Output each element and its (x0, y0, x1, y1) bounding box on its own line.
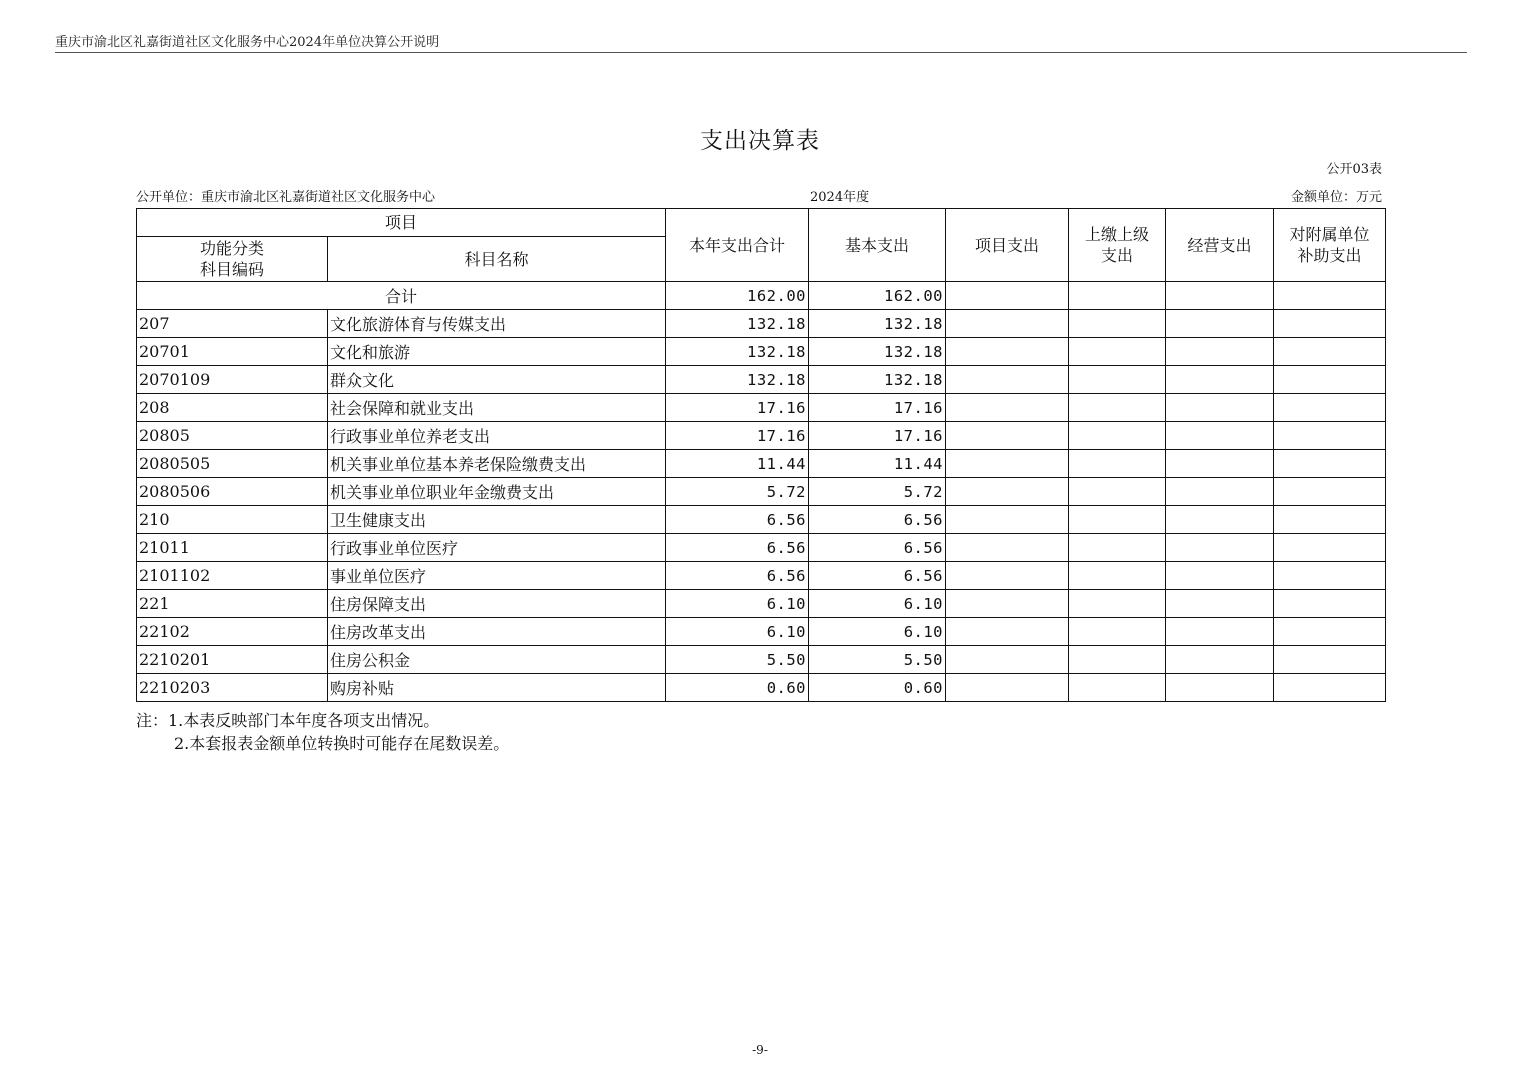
cell-basic: 5.50 (809, 646, 946, 674)
table-row (137, 310, 1386, 338)
cell-subsidiary (1274, 590, 1386, 618)
table-code: 公开03表 (1326, 162, 1382, 177)
table-row (137, 450, 1386, 478)
cell-upper (1069, 646, 1166, 674)
cell-code: 2101102 (137, 562, 328, 590)
cell-business (1166, 534, 1274, 562)
cell-subsidiary (1274, 366, 1386, 394)
running-header-title: 重庆市渝北区礼嘉街道社区文化服务中心2024年单位决算公开说明 (55, 35, 440, 50)
cell-name: 住房改革支出 (328, 618, 666, 646)
cell-total: 5.50 (666, 646, 809, 674)
cell-business (1166, 506, 1274, 534)
cell-basic: 132.18 (809, 338, 946, 366)
cell-name: 群众文化 (328, 366, 666, 394)
cell-project (946, 366, 1069, 394)
table-row (137, 562, 1386, 590)
header-business: 经营支出 (1166, 209, 1274, 282)
cell-subsidiary (1274, 562, 1386, 590)
cell-upper (1069, 618, 1166, 646)
cell-name: 行政事业单位养老支出 (328, 422, 666, 450)
header-code: 功能分类 科目编码 (137, 237, 328, 282)
header-basic: 基本支出 (809, 209, 946, 282)
table-row (137, 338, 1386, 366)
cell-total: 11.44 (666, 450, 809, 478)
cell-upper (1069, 422, 1166, 450)
table-row (137, 674, 1386, 702)
cell-basic: 11.44 (809, 450, 946, 478)
cell-business (1166, 562, 1274, 590)
cell-project (946, 590, 1069, 618)
cell-code: 2210201 (137, 646, 328, 674)
total-business (1166, 282, 1274, 310)
cell-name: 购房补贴 (328, 674, 666, 702)
note-1: 注：1.本表反映部门本年度各项支出情况。 (136, 711, 440, 730)
cell-name: 行政事业单位医疗 (328, 534, 666, 562)
cell-basic: 132.18 (809, 366, 946, 394)
cell-basic: 6.56 (809, 534, 946, 562)
cell-subsidiary (1274, 310, 1386, 338)
table-row (137, 394, 1386, 422)
currency-unit: 金额单位：万元 (1290, 190, 1382, 205)
cell-code: 207 (137, 310, 328, 338)
cell-subsidiary (1274, 422, 1386, 450)
table-row (137, 366, 1386, 394)
table-row (137, 618, 1386, 646)
cell-business (1166, 478, 1274, 506)
cell-total: 132.18 (666, 310, 809, 338)
total-subsidiary (1274, 282, 1386, 310)
total-row (137, 282, 1386, 310)
cell-subsidiary (1274, 646, 1386, 674)
cell-subsidiary (1274, 338, 1386, 366)
cell-upper (1069, 562, 1166, 590)
cell-business (1166, 618, 1274, 646)
cell-total: 17.16 (666, 394, 809, 422)
table-row (137, 478, 1386, 506)
fiscal-year: 2024年度 (810, 190, 870, 205)
table-row (137, 506, 1386, 534)
cell-project (946, 310, 1069, 338)
cell-code: 221 (137, 590, 328, 618)
table-title: 支出决算表 (700, 128, 820, 154)
cell-business (1166, 366, 1274, 394)
cell-project (946, 562, 1069, 590)
cell-project (946, 674, 1069, 702)
cell-name: 住房保障支出 (328, 590, 666, 618)
cell-name: 文化旅游体育与传媒支出 (328, 310, 666, 338)
cell-name: 文化和旅游 (328, 338, 666, 366)
header-subsidiary: 对附属单位 补助支出 (1274, 209, 1386, 282)
cell-code: 2080506 (137, 478, 328, 506)
cell-basic: 132.18 (809, 310, 946, 338)
cell-code: 208 (137, 394, 328, 422)
header-upper-remittance: 上缴上级 支出 (1069, 209, 1166, 282)
cell-basic: 17.16 (809, 394, 946, 422)
expenditure-table (136, 208, 1386, 702)
table-row (137, 422, 1386, 450)
cell-business (1166, 310, 1274, 338)
cell-project (946, 646, 1069, 674)
cell-project (946, 534, 1069, 562)
note-2: 2.本套报表金额单位转换时可能存在尾数误差。 (174, 734, 510, 753)
cell-subsidiary (1274, 618, 1386, 646)
cell-name: 机关事业单位职业年金缴费支出 (328, 478, 666, 506)
cell-business (1166, 646, 1274, 674)
reporting-unit: 公开单位：重庆市渝北区礼嘉街道社区文化服务中心 (136, 190, 436, 205)
cell-subsidiary (1274, 674, 1386, 702)
cell-upper (1069, 450, 1166, 478)
cell-project (946, 450, 1069, 478)
cell-name: 事业单位医疗 (328, 562, 666, 590)
cell-total: 132.18 (666, 338, 809, 366)
cell-business (1166, 422, 1274, 450)
cell-upper (1069, 506, 1166, 534)
cell-code: 210 (137, 506, 328, 534)
total-label: 合计 (137, 282, 666, 310)
cell-project (946, 394, 1069, 422)
cell-code: 21011 (137, 534, 328, 562)
cell-basic: 6.10 (809, 590, 946, 618)
cell-upper (1069, 394, 1166, 422)
cell-upper (1069, 338, 1166, 366)
header-divider (55, 52, 1467, 53)
header-project-expenditure: 项目支出 (946, 209, 1069, 282)
cell-subsidiary (1274, 478, 1386, 506)
cell-project (946, 338, 1069, 366)
cell-upper (1069, 310, 1166, 338)
cell-code: 2210203 (137, 674, 328, 702)
cell-subsidiary (1274, 394, 1386, 422)
cell-name: 机关事业单位基本养老保险缴费支出 (328, 450, 666, 478)
cell-upper (1069, 478, 1166, 506)
table-row (137, 534, 1386, 562)
cell-total: 132.18 (666, 366, 809, 394)
cell-business (1166, 394, 1274, 422)
cell-basic: 6.56 (809, 506, 946, 534)
cell-upper (1069, 534, 1166, 562)
cell-total: 6.10 (666, 590, 809, 618)
cell-code: 20701 (137, 338, 328, 366)
cell-total: 17.16 (666, 422, 809, 450)
cell-name: 卫生健康支出 (328, 506, 666, 534)
cell-project (946, 506, 1069, 534)
cell-upper (1069, 366, 1166, 394)
cell-project (946, 422, 1069, 450)
page-number: -9- (752, 1043, 768, 1057)
cell-project (946, 478, 1069, 506)
cell-business (1166, 450, 1274, 478)
table-row (137, 590, 1386, 618)
cell-basic: 5.72 (809, 478, 946, 506)
cell-code: 20805 (137, 422, 328, 450)
cell-total: 6.56 (666, 506, 809, 534)
cell-name: 社会保障和就业支出 (328, 394, 666, 422)
cell-project (946, 618, 1069, 646)
cell-upper (1069, 674, 1166, 702)
cell-subsidiary (1274, 450, 1386, 478)
cell-total: 6.56 (666, 562, 809, 590)
table-row (137, 646, 1386, 674)
cell-total: 0.60 (666, 674, 809, 702)
cell-basic: 0.60 (809, 674, 946, 702)
total-basic: 162.00 (809, 282, 946, 310)
cell-subsidiary (1274, 534, 1386, 562)
total-project (946, 282, 1069, 310)
header-name: 科目名称 (328, 237, 666, 282)
cell-basic: 6.10 (809, 618, 946, 646)
total-sum: 162.00 (666, 282, 809, 310)
header-project: 项目 (137, 209, 666, 237)
cell-business (1166, 338, 1274, 366)
total-upper (1069, 282, 1166, 310)
header-total: 本年支出合计 (666, 209, 809, 282)
cell-subsidiary (1274, 506, 1386, 534)
cell-basic: 6.56 (809, 562, 946, 590)
cell-name: 住房公积金 (328, 646, 666, 674)
cell-total: 6.56 (666, 534, 809, 562)
cell-code: 2080505 (137, 450, 328, 478)
cell-total: 6.10 (666, 618, 809, 646)
cell-upper (1069, 590, 1166, 618)
cell-code: 22102 (137, 618, 328, 646)
cell-business (1166, 590, 1274, 618)
cell-code: 2070109 (137, 366, 328, 394)
cell-total: 5.72 (666, 478, 809, 506)
cell-business (1166, 674, 1274, 702)
cell-basic: 17.16 (809, 422, 946, 450)
